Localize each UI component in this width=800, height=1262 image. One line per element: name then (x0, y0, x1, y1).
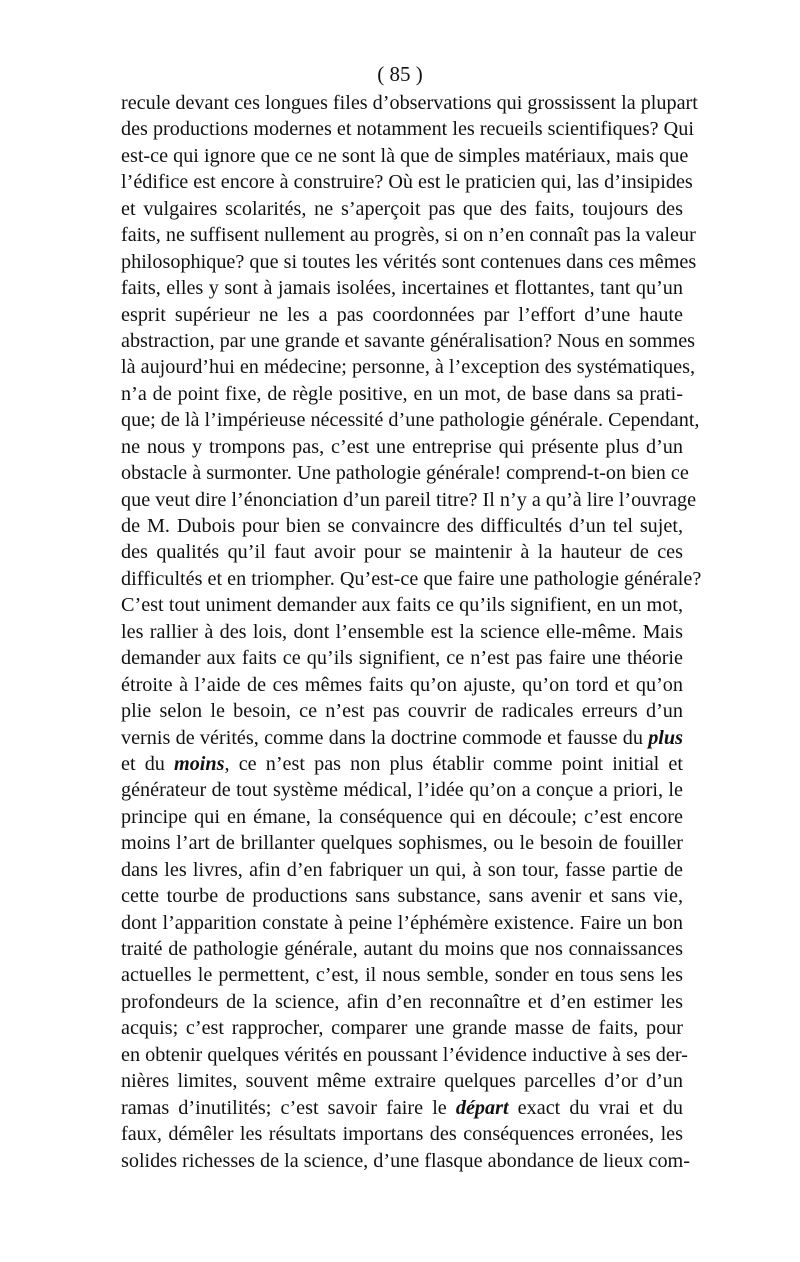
text-line: dans les livres, afin d’en fabriquer un qui, à son tour, fasse partie de (121, 858, 683, 881)
text-line: en obtenir quelques vérités en poussant l’évidence inductive à ses der- (121, 1043, 688, 1066)
text-line: est-ce qui ignore que ce ne sont là que de simples matériaux, mais que (121, 144, 689, 167)
text-line: étroite à l’aide de ces mêmes faits qu’on ajuste, qu’on tord et qu’on (121, 673, 683, 696)
text-line: et vulgaires scolarités, ne s’aperçoit pas que des faits, toujours des (121, 197, 683, 220)
text-line: les rallier à des lois, dont l’ensemble est la science elle-même. Mais (121, 620, 683, 643)
text-line: recule devant ces longues files d’observations qui grossissent la plupart (121, 92, 698, 114)
text-line: ramas d’inutilités; c’est savoir faire le départ exact du vrai et du (121, 1096, 683, 1119)
text-line: solides richesses de la science, d’une flasque abondance de lieux com- (121, 1149, 690, 1172)
text-line: que veut dire l’énonciation d’un pareil titre? Il n’y a qu’à lire l’ouvrage (121, 488, 697, 511)
text-line: l’édifice est encore à construire? Où est le praticien qui, las d’insipides (121, 171, 693, 194)
text-line: n’a de point fixe, de règle positive, en un mot, de base dans sa prati- (121, 382, 683, 405)
text-line: dont l’apparition constate à peine l’éphémère existence. Faire un bon (121, 911, 683, 934)
text-line: générateur de tout système médical, l’idée qu’on a conçue a priori, le (121, 779, 683, 802)
text-line: cette tourbe de productions sans substance, sans avenir et sans vie, (121, 885, 683, 908)
text-line: faits, ne suffisent nullement au progrès, si on n’en connaît pas la valeur (121, 224, 696, 247)
text-line: demander aux faits ce qu’ils signifient, ce n’est pas faire une théorie (121, 647, 683, 670)
italic-word: départ (455, 1096, 509, 1119)
text-line: nières limites, souvent même extraire quelques parcelles d’or d’un (121, 1070, 683, 1093)
text-line: obstacle à surmonter. Une pathologie générale! comprend-t-on bien ce (121, 462, 689, 485)
text-line: ne nous y trompons pas, c’est une entreprise qui présente plus d’un (121, 435, 683, 458)
text-line: de M. Dubois pour bien se convaincre des difficultés d’un tel sujet, (121, 515, 683, 537)
text-line: et du moins, ce n’est pas non plus établir comme point initial et (121, 752, 683, 775)
text-line: moins l’art de brillanter quelques sophismes, ou le besoin de fouiller (121, 832, 683, 855)
italic-word: moins (174, 752, 225, 775)
text-line: difficultés et en triompher. Qu’est-ce que faire une pathologie générale? (121, 567, 702, 590)
text-line: philosophique? que si toutes les vérités sont contenues dans ces mêmes (121, 250, 697, 273)
text-line: actuelles le permettent, c’est, il nous semble, sonder en tous sens les (121, 964, 683, 987)
text-line: traité de pathologie générale, autant du moins que nos connaissances (121, 938, 683, 960)
text-line: plie selon le besoin, ce n’est pas couvrir de radicales erreurs d’un (121, 700, 683, 723)
body-text (121, 90, 702, 1174)
text-line: des qualités qu’il faut avoir pour se maintenir à la hauteur de ces (121, 541, 683, 564)
text-line: faux, démêler les résultats importans des conséquences erronées, les (121, 1123, 683, 1146)
text-line: là aujourd’hui en médecine; personne, à l’exception des systématiques, (121, 356, 696, 379)
text-line: que; de là l’impérieuse nécessité d’une pathologie générale. Cependant, (121, 409, 700, 432)
text-line: principe qui en émane, la conséquence qui en découle; c’est encore (121, 805, 683, 828)
italic-word: plus (648, 726, 683, 749)
text-line: vernis de vérités, comme dans la doctrine commode et fausse du plus (121, 726, 683, 749)
text-line: acquis; c’est rapprocher, comparer une grande masse de faits, pour (121, 1017, 683, 1040)
text-line: esprit supérieur ne les a pas coordonnées par l’effort d’une haute (121, 303, 683, 326)
text-line: profondeurs de la science, afin d’en reconnaître et d’en estimer les (121, 990, 683, 1013)
page-number: ( 85 ) (377, 62, 423, 86)
text-line: des productions modernes et notamment les recueils scientifiques? Qui (121, 118, 694, 141)
text-line: abstraction, par une grande et savante généralisation? Nous en sommes (121, 329, 696, 352)
text-line: C’est tout uniment demander aux faits ce qu’ils signifient, en un mot, (121, 594, 683, 617)
text-line: faits, elles y sont à jamais isolées, incertaines et flottantes, tant qu’un (121, 277, 683, 300)
